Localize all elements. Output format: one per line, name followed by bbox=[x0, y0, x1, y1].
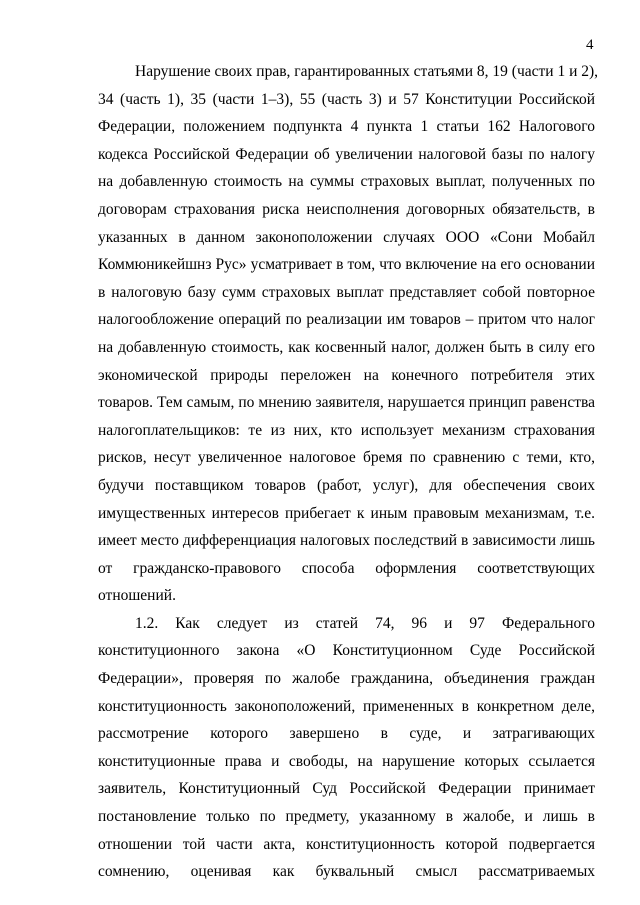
text-line: конституционность законоположений, примененных в конкретном деле, bbox=[98, 697, 595, 715]
text-line: имеет место дифференциация налоговых последствий в зависимости лишь bbox=[98, 532, 595, 550]
paragraph-2 bbox=[98, 610, 595, 886]
text-line: на добавленную стоимость, как косвенный налог, должен быть в силу его bbox=[98, 338, 595, 356]
text-line: налогообложение операций по реализации им товаров – притом что налог bbox=[98, 311, 595, 329]
text-line: рисков, несут увеличенное налоговое бремя по сравнению с теми, кто, bbox=[98, 449, 595, 467]
text-line: экономической природы переложен на конечного потребителя этих bbox=[98, 366, 595, 384]
text-line: отношении той части акта, конституционность которой подвергается bbox=[98, 835, 595, 853]
text-line: в налоговую базу сумм страховых выплат представляет собой повторное bbox=[98, 283, 595, 301]
document-body bbox=[98, 58, 599, 886]
text-line: товаров. Тем самым, по мнению заявителя, нарушается принцип равенства bbox=[98, 394, 595, 412]
text-line: налогоплательщиков: те из них, кто использует механизм страхования bbox=[98, 421, 595, 439]
text-line: на добавленную стоимость на суммы страховых выплат, полученных по bbox=[98, 173, 595, 191]
text-line: 1.2. Как следует из статей 74, 96 и 97 Федерального bbox=[135, 614, 595, 632]
paragraph-1 bbox=[98, 58, 599, 610]
text-line: Коммюникейшнз Рус» усматривает в том, что включение на его основании bbox=[98, 256, 595, 274]
page-number: 4 bbox=[586, 37, 594, 53]
text-line: отношений. bbox=[98, 587, 176, 605]
text-line: кодекса Российской Федерации об увеличении налоговой базы по налогу bbox=[98, 145, 595, 163]
text-line: конституционные права и свободы, на нарушение которых ссылается bbox=[98, 752, 595, 770]
text-line: заявитель, Конституционный Суд Российской Федерации принимает bbox=[98, 780, 595, 798]
text-line: рассмотрение которого завершено в суде, и затрагивающих bbox=[98, 725, 595, 743]
text-line: будучи поставщиком товаров (работ, услуг), для обеспечения своих bbox=[98, 476, 595, 494]
text-line: имущественных интересов прибегает к иным правовым механизмам, т.е. bbox=[98, 504, 595, 522]
text-line: указанных в данном законоположении случаях ООО «Сони Мобайл bbox=[98, 228, 595, 246]
text-line: Федерации, положением подпункта 4 пункта 1 статьи 162 Налогового bbox=[98, 118, 595, 136]
text-line: Федерации», проверяя по жалобе гражданина, объединения граждан bbox=[98, 670, 595, 688]
text-line: сомнению, оценивая как буквальный смысл рассматриваемых bbox=[98, 863, 595, 881]
text-line: договорам страхования риска неисполнения договорных обязательств, в bbox=[98, 200, 595, 218]
text-line: постановление только по предмету, указанному в жалобе, и лишь в bbox=[98, 808, 595, 826]
text-line: конституционного закона «О Конституционном Суде Российской bbox=[98, 642, 595, 660]
text-line: Нарушение своих прав, гарантированных статьями 8, 19 (части 1 и 2), bbox=[135, 63, 599, 80]
text-line: от гражданско-правового способа оформления соответствующих bbox=[98, 559, 595, 577]
text-line: 34 (часть 1), 35 (части 1–3), 55 (часть 3) и 57 Конституции Российской bbox=[98, 90, 595, 108]
